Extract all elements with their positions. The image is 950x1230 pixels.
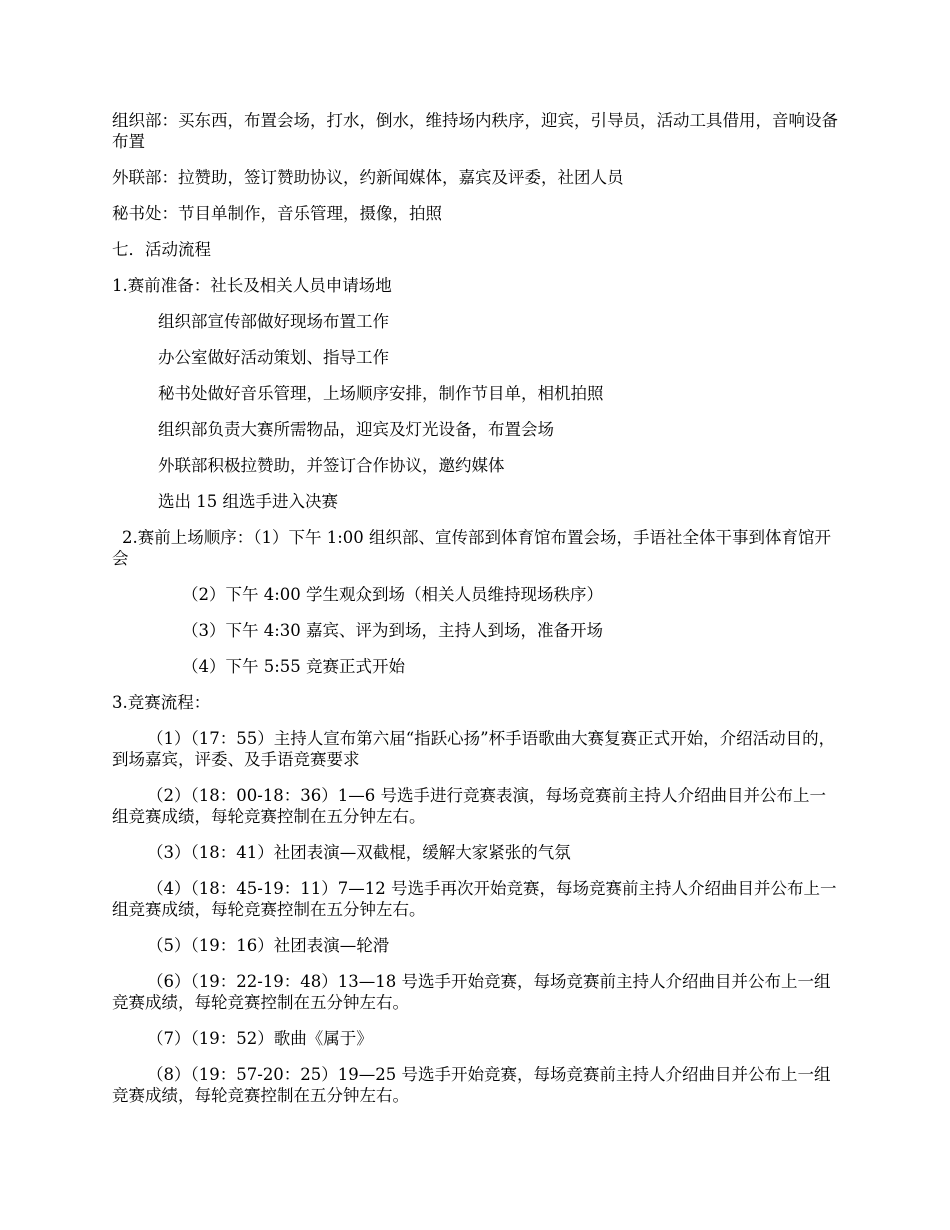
prep-item-1: 组织部宣传部做好现场布置工作 xyxy=(158,312,389,331)
flow-item-6: （6）（19：22-19：48）13—18 号选手开始竞赛，每场竞赛前主持人介绍曲目并公布上一组竞赛成绩，每轮竞赛控制在五分钟左右。 xyxy=(112,972,831,1012)
prep-item-3: 秘书处做好音乐管理，上场顺序安排，制作节目单，相机拍照 xyxy=(158,384,604,403)
prep-item-6: 选出 15 组选手进入决赛 xyxy=(158,492,338,511)
flow-item-8: （8）（19：57-20：25）19—25 号选手开始竞赛，每场竞赛前主持人介绍曲目并公布上一组竞赛成绩，每轮竞赛控制在五分钟左右。 xyxy=(112,1065,831,1105)
order-item-3: （3）下午 4:30 嘉宾、评为到场，主持人到场，准备开场 xyxy=(182,621,604,640)
paragraph-organization-dept: 组织部：买东西，布置会场，打水，倒水，维持场内秩序，迎宾，引导员，活动工具借用，音响设备布置 xyxy=(112,111,838,151)
flow-item-4: （4）（18：45-19：11）7—12 号选手再次开始竞赛，每场竞赛前主持人介绍曲目并公布上一组竞赛成绩，每轮竞赛控制在五分钟左右。 xyxy=(112,879,837,919)
section-heading-activity-flow: 七．活动流程 xyxy=(112,240,211,259)
flow-item-1: （1）（17：55）主持人宣布第六届“指跃心扬”杯手语歌曲大赛复赛正式开始，介绍活动目的，到场嘉宾，评委、及手语竞赛要求 xyxy=(112,729,836,769)
order-item-2: （2）下午 4:00 学生观众到场（相关人员维持现场秩序） xyxy=(182,585,604,604)
flow-item-5: （5）（19：16）社团表演—轮滑 xyxy=(147,936,390,955)
flow-item-3: （3）（18：41）社团表演—双截棍，缓解大家紧张的气氛 xyxy=(147,843,571,862)
prep-item-4: 组织部负责大赛所需物品，迎宾及灯光设备，布置会场 xyxy=(158,420,554,439)
prep-item-2: 办公室做好活动策划、指导工作 xyxy=(158,348,389,367)
paragraph-external-dept: 外联部：拉赞助，签订赞助协议，约新闻媒体，嘉宾及评委，社团人员 xyxy=(112,168,624,187)
prep-item-5: 外联部积极拉赞助，并签订合作协议，邀约媒体 xyxy=(158,456,505,475)
paragraph-pre-match-prep: 1.赛前准备：社长及相关人员申请场地 xyxy=(112,276,392,295)
paragraph-pre-match-order: 2.赛前上场顺序：（1）下午 1:00 组织部、宣传部到体育馆布置会场，手语社全体干事到体育馆开会 xyxy=(112,528,832,568)
paragraph-secretariat: 秘书处：节目单制作，音乐管理，摄像，拍照 xyxy=(112,204,442,223)
document-body xyxy=(112,110,840,1121)
flow-item-2: （2）（18：00-18：36）1—6 号选手进行竞赛表演，每场竞赛前主持人介绍曲目并公布上一组竞赛成绩，每轮竞赛控制在五分钟左右。 xyxy=(112,786,827,826)
paragraph-competition-flow: 3.竞赛流程： xyxy=(112,693,211,712)
order-item-4: （4）下午 5:55 竞赛正式开始 xyxy=(182,657,406,676)
flow-item-7: （7）（19：52）歌曲《属于》 xyxy=(147,1029,373,1048)
